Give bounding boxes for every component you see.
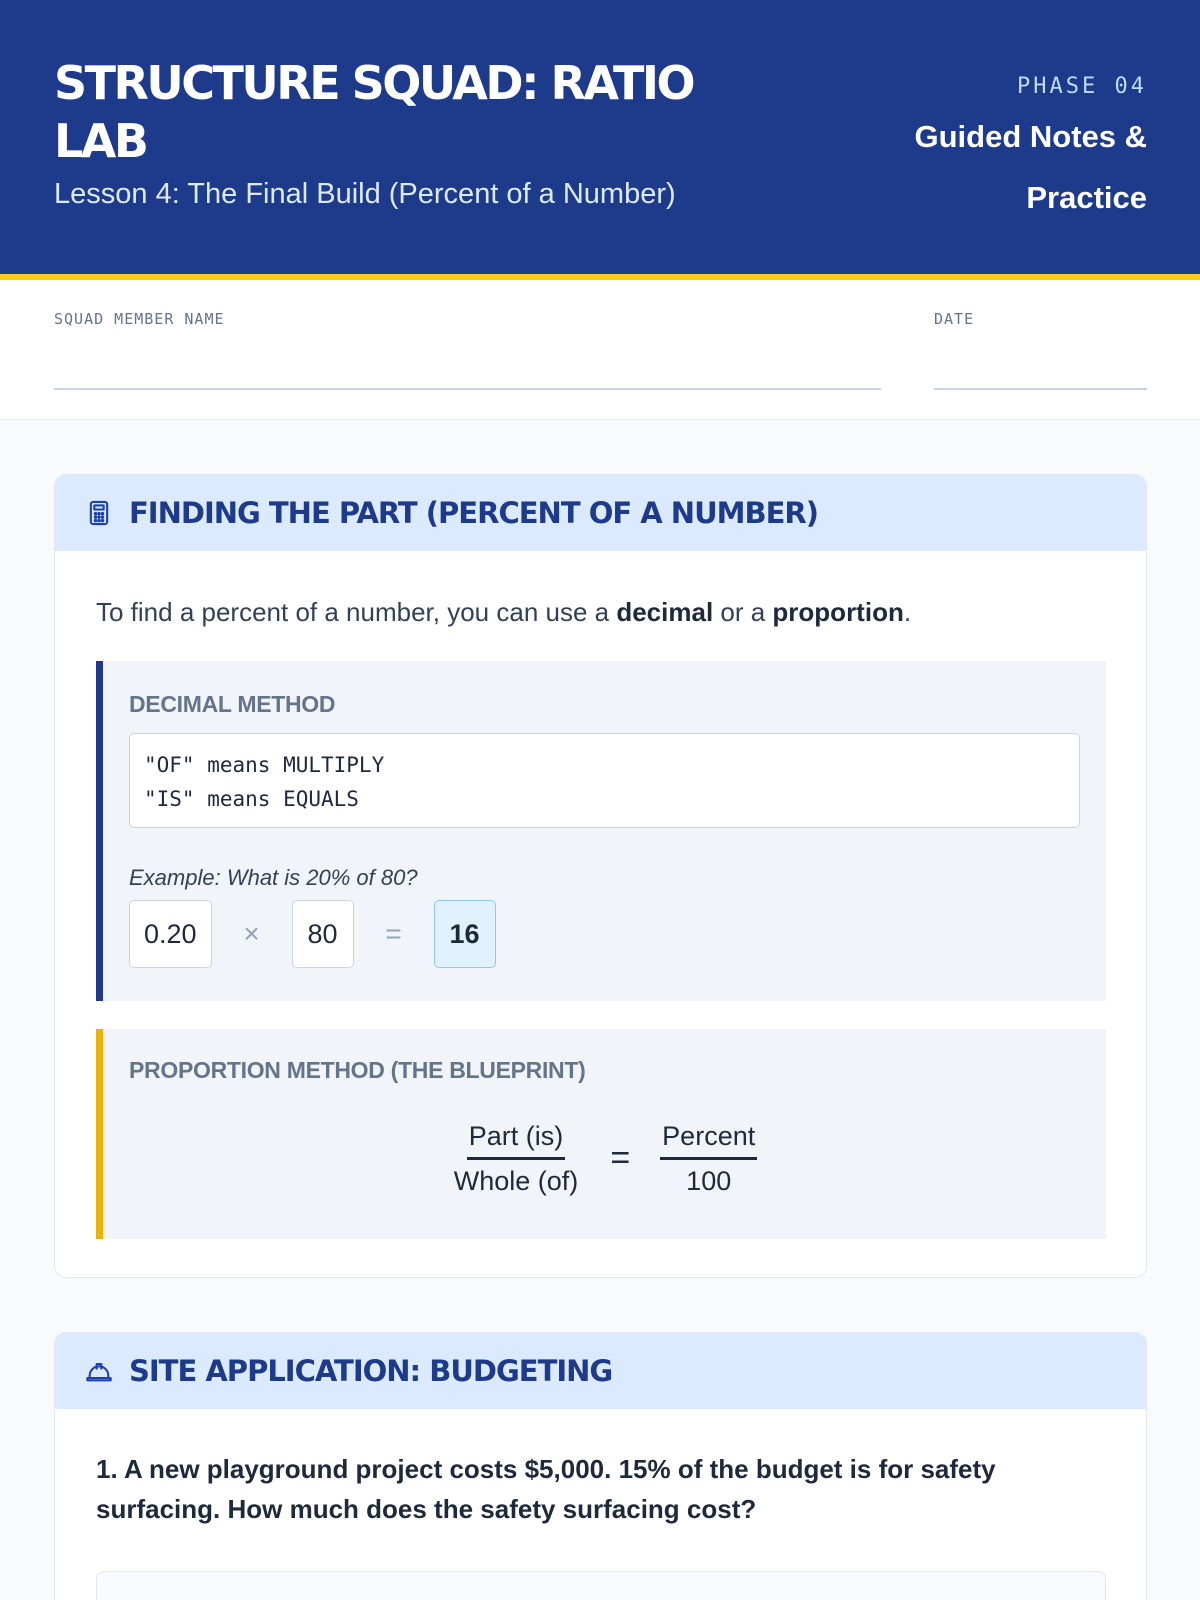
equals-sign: = (385, 918, 402, 949)
fraction-part-whole (452, 1117, 581, 1200)
result-value: 16 (434, 900, 496, 968)
proportion-method-panel (96, 1029, 1106, 1239)
method-label: PROPORTION METHOD (THE BLUEPRINT) (129, 1057, 586, 1083)
section-header (55, 1333, 1146, 1409)
fraction-percent-100 (660, 1117, 757, 1200)
name-field[interactable] (54, 388, 881, 390)
student-info-strip (0, 280, 1200, 420)
fraction-denominator: Whole (of) (453, 1166, 579, 1196)
hard-hat-icon (85, 1357, 113, 1385)
section-title: FINDING THE PART (PERCENT OF A NUMBER) (129, 496, 818, 530)
fraction-numerator: Part (is) (467, 1117, 566, 1160)
proportion-equation (103, 1117, 1106, 1200)
calculator-icon (85, 499, 113, 527)
lesson-subtitle: Lesson 4: The Final Build (Percent of a Number) (54, 178, 676, 210)
phase-tag: PHASE 04 (1017, 74, 1147, 99)
name-label: SQUAD MEMBER NAME (54, 310, 225, 328)
fraction-numerator: Percent (660, 1117, 757, 1160)
decimal-factor: 0.20 (129, 900, 212, 968)
page-header (0, 0, 1200, 280)
example-prompt: Example: What is 20% of 80? (129, 865, 418, 890)
date-field[interactable] (934, 388, 1147, 390)
calculation-row (129, 900, 496, 968)
method-label: DECIMAL METHOD (129, 691, 336, 717)
question-1: 1. A new playground project costs $5,000. 15% of the budget is for safety surfacing. How much does the safety surfacing cost? (96, 1454, 996, 1524)
phase-title: Guided Notes & Practice (914, 119, 1147, 215)
answer-area[interactable] (96, 1571, 1106, 1600)
rule-is: "IS" means EQUALS (144, 787, 359, 811)
whole-value: 80 (292, 900, 354, 968)
section-site-application-budgeting (54, 1332, 1147, 1600)
page-title: STRUCTURE SQUAD: RATIO LAB (54, 56, 694, 168)
decimal-method-panel (96, 661, 1106, 1001)
rule-box (129, 733, 1080, 828)
times-sign: × (243, 918, 260, 949)
section-header (55, 475, 1146, 551)
section-finding-the-part (54, 474, 1147, 1278)
fraction-denominator: 100 (686, 1166, 732, 1196)
section-title: SITE APPLICATION: BUDGETING (129, 1354, 613, 1388)
equals-sign: = (610, 1139, 631, 1177)
rule-of: "OF" means MULTIPLY (144, 753, 385, 777)
date-label: DATE (934, 310, 975, 328)
intro-text: To find a percent of a number, you can use a decimal or a proportion. (96, 597, 912, 627)
